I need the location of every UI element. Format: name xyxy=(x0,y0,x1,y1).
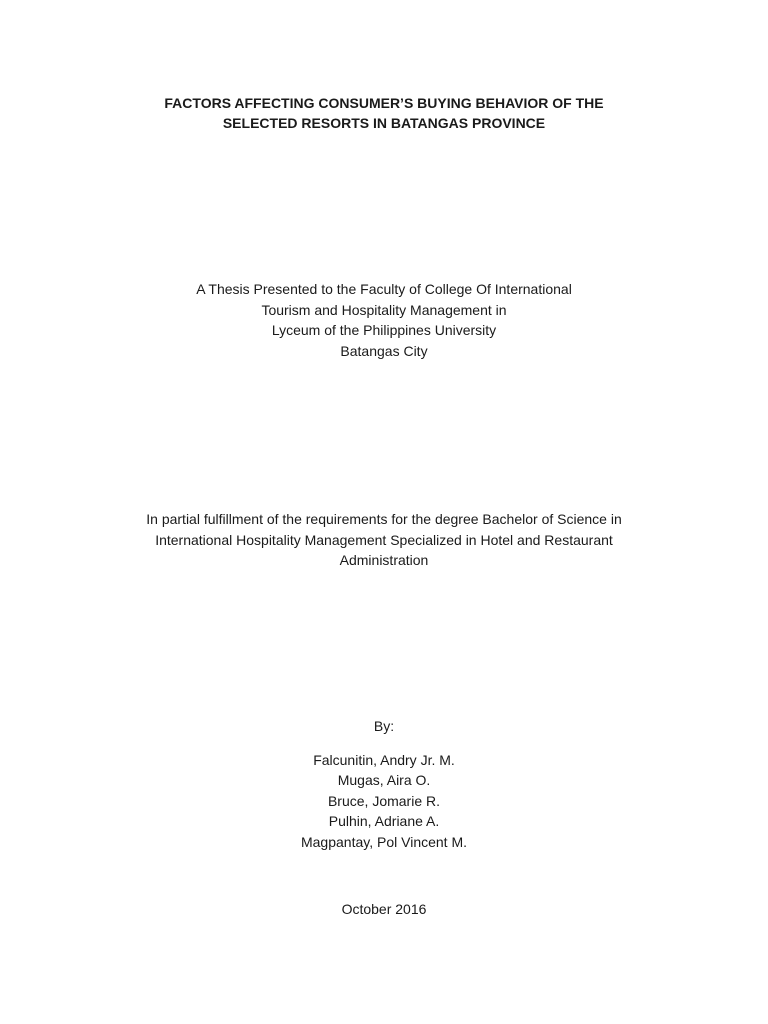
fulfillment-line: Administration xyxy=(339,552,429,568)
thesis-title-line: FACTORS AFFECTING CONSUMER’S BUYING BEHAVIOR OF THE xyxy=(164,95,604,111)
author-name: Mugas, Aira O. xyxy=(337,772,431,789)
author-list xyxy=(0,750,768,852)
presentation-statement xyxy=(0,279,768,361)
by-label: By: xyxy=(373,718,395,734)
presentation-line: Tourism and Hospitality Management in xyxy=(261,301,507,318)
thesis-title-line: SELECTED RESORTS IN BATANGAS PROVINCE xyxy=(222,115,546,131)
thesis-title xyxy=(0,93,768,133)
submission-date: October 2016 xyxy=(341,901,427,917)
author-name: Magpantay, Pol Vincent M. xyxy=(300,833,468,850)
author-name: Pulhin, Adriane A. xyxy=(328,813,440,830)
fulfillment-line: International Hospitality Management Specialized in Hotel and Restaurant xyxy=(155,531,613,548)
presentation-line: A Thesis Presented to the Faculty of College Of International xyxy=(196,281,572,297)
author-name: Falcunitin, Andry Jr. M. xyxy=(313,752,455,768)
fulfillment-line: In partial fulfillment of the requirements for the degree Bachelor of Science in xyxy=(146,511,622,527)
presentation-line: Batangas City xyxy=(340,342,428,359)
author-name: Bruce, Jomarie R. xyxy=(327,792,441,809)
fulfillment-statement xyxy=(0,509,768,571)
presentation-line: Lyceum of the Philippines University xyxy=(271,322,497,338)
